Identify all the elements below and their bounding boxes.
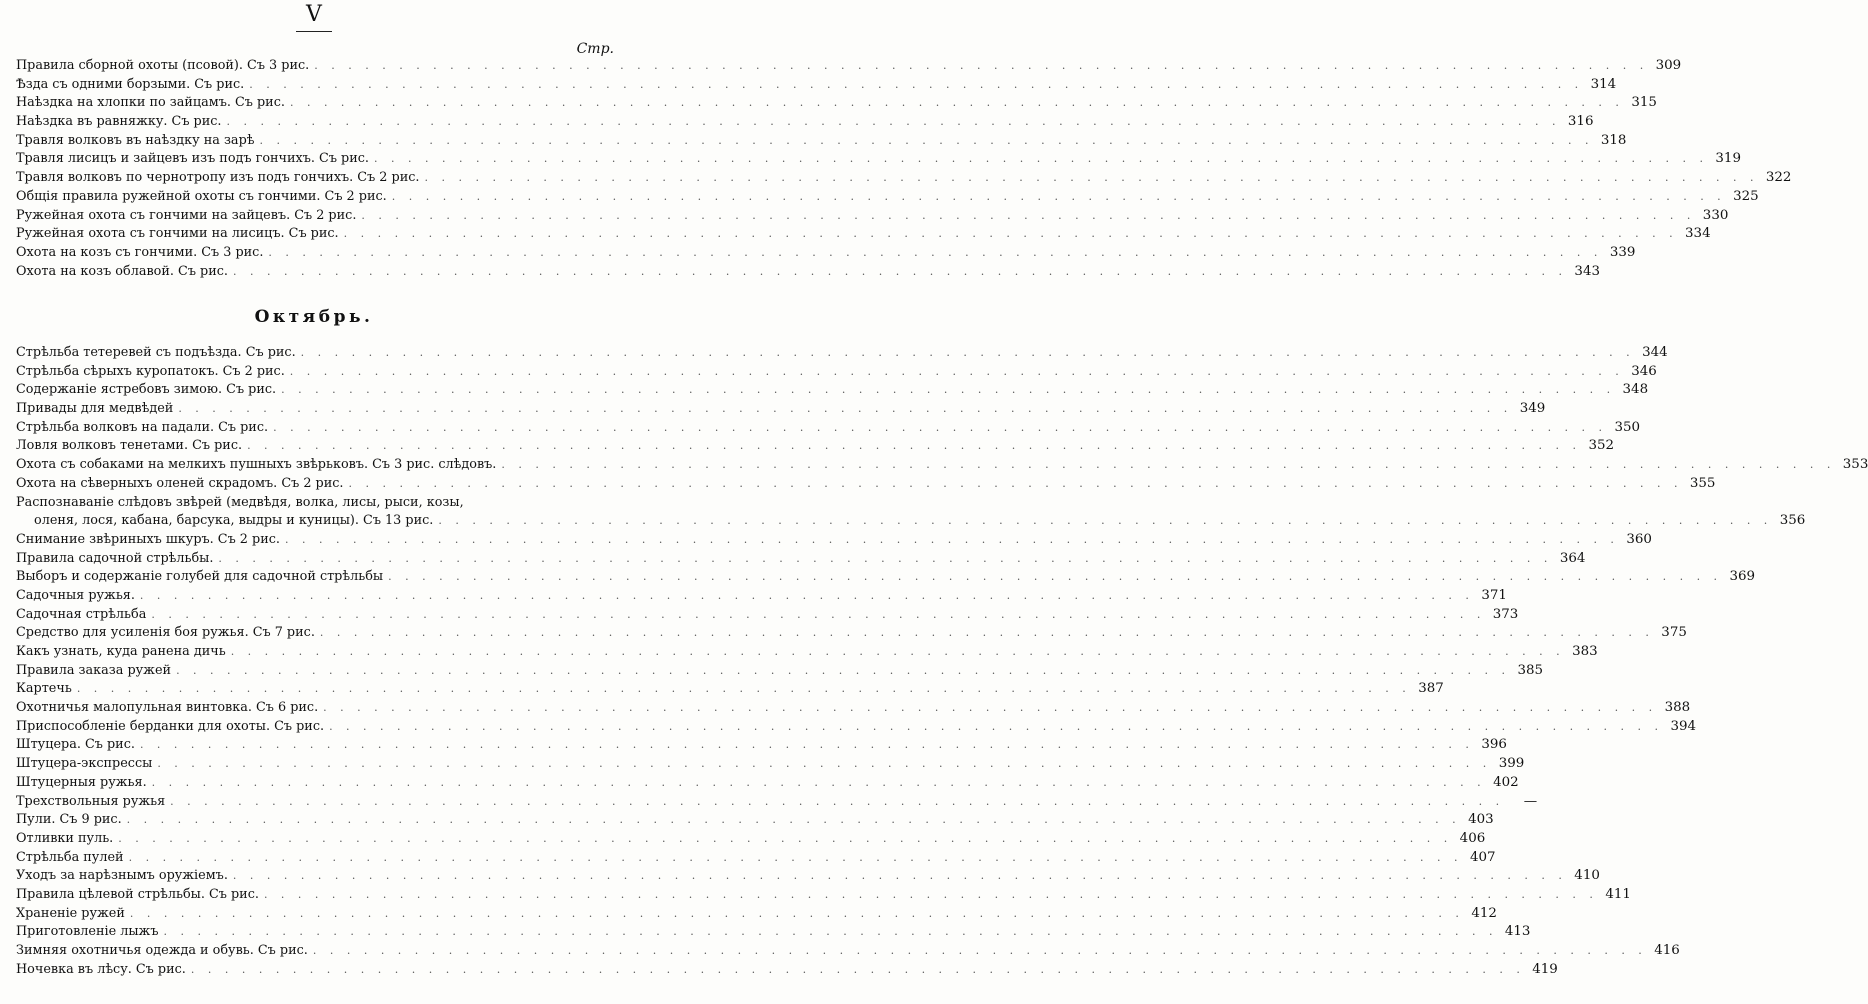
toc-entry [16,643,1598,662]
toc-entry-page: 410 [1574,868,1600,884]
toc-entry [16,811,1494,830]
toc-entry [16,531,1652,550]
dot-leader [151,606,1485,625]
toc-entry-page: 344 [1642,345,1668,360]
toc-entry-page: 330 [1702,207,1729,223]
toc-entry-page: 318 [1600,132,1627,148]
toc-entry-page: 356 [1779,513,1806,529]
toc-entry [16,363,1657,382]
toc-entry-title: Общія правила ружейной охоты съ гончими. Съ 2 рис. [16,188,387,204]
dot-leader [118,830,1452,849]
dot-leader [281,381,1615,400]
toc-entry-page: — [1523,793,1538,809]
toc-entry-page: 315 [1631,95,1657,111]
toc-entry-title: Стрѣльба волковъ на падали. Съ рис. [16,419,269,435]
toc-entry-title: Правила заказа ружей [16,662,172,678]
toc-entry-page: 419 [1532,961,1558,977]
dot-leader [392,188,1726,207]
dot-leader [320,624,1654,643]
page-column-header: Стр. [576,41,614,57]
toc-entry-page: 373 [1492,606,1519,622]
toc-entry [16,344,1668,363]
toc-entry-page: 403 [1468,812,1494,828]
dot-leader [290,363,1624,382]
toc-entry-title: Стрѣльба тетеревей съ подъѣзда. Съ рис. [16,345,296,360]
toc-entry-title: Охота на сѣверныхъ оленей скрадомъ. Съ 2 рис. [16,475,344,491]
dot-leader [344,225,1678,244]
toc-entry-page: 353 [1842,457,1868,473]
dot-leader [323,699,1657,718]
toc-entry-title: Приспособленіе берданки для охоты. Съ рис. [16,718,325,734]
toc-entry [16,905,1497,924]
toc-entry [16,244,1636,263]
toc-entry-title: Уходъ за нарѣзнымъ оружіемъ. [16,868,228,884]
dot-leader [218,550,1552,569]
toc-entry-title: Охота на козъ облавой. Съ рис. [16,263,229,279]
dot-leader [361,207,1695,226]
dot-leader [273,419,1607,438]
toc-entry [16,568,1756,587]
toc-entry [16,207,1729,226]
toc-entry-title: Содержаніе ястребовъ зимою. Съ рис. [16,382,277,398]
toc-entry-title: Выборъ и содержаніе голубей для садочной стрѣльбы [16,569,384,585]
toc-entry-page: 319 [1715,151,1741,167]
dot-leader [374,150,1708,169]
dot-leader [140,736,1474,755]
toc-entry-title: Распознаваніе слѣдовъ звѣрей (медвѣдя, волка, лисы, рыси, козы, [16,494,464,510]
dot-leader [152,774,1486,793]
toc-entry-title: Ловля волковъ тенетами. Съ рис. [16,438,243,454]
dot-leader [163,923,1497,942]
dot-leader [140,587,1474,606]
toc-entry-title: Садочныя ружья. [16,587,135,603]
dot-leader [233,263,1567,282]
toc-entry-page: 375 [1661,625,1687,641]
toc-entry-page: 413 [1504,924,1531,940]
toc-entry-title: Штуцера. Съ рис. [16,737,135,753]
toc-entry [16,419,1641,438]
dot-leader [231,643,1565,662]
toc-entry-title: оленя, лося, кабана, барсука, выдры и куницы). Съ 13 рис. [34,513,434,529]
toc-entry-title: Правила цѣлевой стрѣльбы. Съ рис. [16,886,259,902]
toc-entry-title: Картечь [16,681,72,697]
toc-entry-title: Правила садочной стрѣльбы. [16,550,214,566]
toc-entry-page: 371 [1481,587,1507,603]
toc-entry-title: Наѣздка въ равняжку. Съ рис. [16,114,222,130]
toc-entry-page: 402 [1493,774,1519,790]
toc-entry [16,263,1600,282]
toc-entry-page: 399 [1498,756,1525,772]
dot-leader [388,568,1722,587]
toc-entry-title: Травля волковъ въ наѣздку на зарѣ [16,132,255,148]
toc-entry-title: Отливки пуль. [16,830,114,846]
dot-leader [268,244,1602,263]
dot-leader [227,113,1561,132]
toc-entry-title: Ѣзда съ одними борзыми. Съ рис. [16,76,245,92]
toc-entry-page: 394 [1670,718,1697,734]
toc-entry [16,923,1531,942]
toc-entry [16,942,1680,961]
toc-entry [16,494,612,513]
toc-entry [16,774,1519,793]
toc-entry-page: 346 [1631,363,1657,379]
toc-entry-page: 406 [1459,830,1486,846]
dot-leader [249,76,1583,95]
dot-leader [247,437,1581,456]
toc-entry-title: Ночевка въ лѣсу. Съ рис. [16,961,186,977]
dot-leader [157,755,1491,774]
dot-leader [170,793,1504,812]
toc-entry [16,132,1627,151]
toc-entry [16,475,1716,494]
toc-entry [16,456,1868,475]
toc-entry-title: Храненіе ружей [16,905,125,921]
dot-leader [129,849,1463,868]
toc-entry-page: 350 [1614,419,1641,435]
dot-leader [127,811,1461,830]
toc-entry-page: 322 [1765,170,1792,186]
toc-entry-title: Правила сборной охоты (псовой). Съ 3 рис. [16,58,310,73]
toc-entry-title: Трехствольныя ружья [16,793,166,809]
toc-entry-title: Садочная стрѣльба [16,606,147,622]
toc-entry [16,437,1615,456]
toc-entry-title: Зимняя охотничья одежда и обувь. Съ рис. [16,943,308,958]
toc-entry-page: 334 [1685,226,1711,242]
toc-entry-page: 339 [1609,244,1636,260]
toc-entry-title: Какъ узнать, куда ранена дичь [16,644,226,659]
toc-entry [16,699,1691,718]
dot-leader [178,400,1512,419]
toc-entry-title: Ружейная охота съ гончими на лисицъ. Съ рис. [16,226,339,242]
dot-leader [301,344,1635,363]
toc-entry-title: Приготовленіе лыжъ [16,924,159,940]
dot-leader [501,456,1835,475]
dot-leader [264,886,1598,905]
toc-entry [16,550,1586,569]
dot-leader [348,475,1682,494]
toc-entry [16,624,1687,643]
toc-entry-title: Травля лисицъ и зайцевъ изъ подъ гончихъ. Съ рис. [16,151,369,167]
toc-entry-page: 316 [1567,114,1594,130]
toc-entry-page: 369 [1729,569,1756,585]
dot-leader [259,132,1593,151]
toc-entry [16,76,1617,95]
toc-entry [16,113,1594,132]
page-number: V [306,2,322,27]
dot-leader [329,718,1663,737]
dot-leader [290,94,1624,113]
toc-entry-title: Ружейная охота съ гончими на зайцевъ. Съ 2 рис. [16,207,357,223]
toc-entry-page: 349 [1519,401,1546,417]
toc-entry-title: Наѣздка на хлопки по зайцамъ. Съ рис. [16,95,285,111]
toc-entry [16,381,1649,400]
toc-entry [16,225,1711,244]
toc-entry-page: 412 [1471,905,1497,921]
toc-entry-page: 355 [1689,475,1716,491]
toc-entry [16,849,1496,868]
toc-entry-title: Пули. Съ 9 рис. [16,812,122,828]
toc-list-september [16,57,1792,281]
toc-entry-page: 387 [1418,681,1444,697]
dot-leader [424,169,1758,188]
toc-entry [16,755,1525,774]
toc-entry [16,94,1657,113]
toc-entry [16,830,1486,849]
dot-leader [176,662,1510,681]
toc-entry [16,680,1444,699]
toc-entry-page: 396 [1481,737,1507,753]
toc-entry-title: Стрѣльба сѣрыхъ куропатокъ. Съ 2 рис. [16,363,285,379]
dot-leader [314,57,1648,76]
toc-entry-page: 385 [1517,662,1544,678]
toc-entry [16,867,1600,886]
toc-entry [16,793,1538,812]
toc-entry-page: 325 [1733,188,1759,204]
toc-entry-title: Охотничья малопульная винтовка. Съ 6 рис. [16,700,319,716]
toc-entry [16,662,1544,681]
toc-entry [16,961,1558,980]
toc-entry [16,736,1507,755]
toc-entry [16,606,1519,625]
toc-entry-page: 383 [1572,644,1598,659]
toc-entry-title: Средство для усиленія боя ружья. Съ 7 рис. [16,625,315,641]
toc-entry [16,150,1741,169]
toc-entry-page: 388 [1664,700,1691,716]
toc-entry [16,512,1806,531]
toc-entry-page: 411 [1605,886,1631,902]
toc-entry-page: 348 [1622,382,1649,398]
dot-leader [77,680,1411,699]
dot-leader [438,512,1772,531]
toc-entry-page: 314 [1590,76,1617,92]
toc-entry-title: Охота съ собаками на мелкихъ пушныхъ звѣрьковъ. Съ 3 рис. слѣдовъ. [16,457,497,473]
toc-entry-page: 309 [1655,58,1682,73]
toc-entry-page: 364 [1559,550,1586,566]
dot-leader [313,942,1647,961]
toc-entry-page: 352 [1588,438,1615,454]
toc-entry [16,886,1631,905]
toc-entry-title: Штуцера-экспрессы [16,756,153,772]
toc-entry-title: Травля волковъ по чернотропу изъ подъ гончихъ. Съ 2 рис. [16,170,420,186]
dot-leader [285,531,1619,550]
toc-entry [16,169,1792,188]
dot-leader [233,867,1567,886]
toc-entry [16,57,1682,76]
toc-entry-page: 343 [1574,263,1600,279]
section-title: Октябрь. [254,307,374,327]
toc-entry [16,188,1759,207]
page-number-underline [296,31,332,32]
toc-entry-page: 416 [1654,943,1680,958]
toc-entry-title: Привады для медвѣдей [16,401,174,417]
toc-entry-title: Штуцерныя ружья. [16,774,147,790]
toc-entry [16,400,1546,419]
toc-entry-page: 407 [1469,849,1496,865]
toc-entry-title: Охота на козъ съ гончими. Съ 3 рис. [16,244,264,260]
toc-entry-title: Снимание звѣриныхъ шкуръ. Съ 2 рис. [16,531,280,547]
toc-entry-page: 360 [1626,531,1652,547]
toc-entry [16,718,1697,737]
dot-leader [130,905,1464,924]
toc-list-october [16,344,1868,979]
toc-entry [16,587,1507,606]
toc-entry-title: Стрѣльба пулей [16,849,124,865]
dot-leader [191,961,1525,980]
